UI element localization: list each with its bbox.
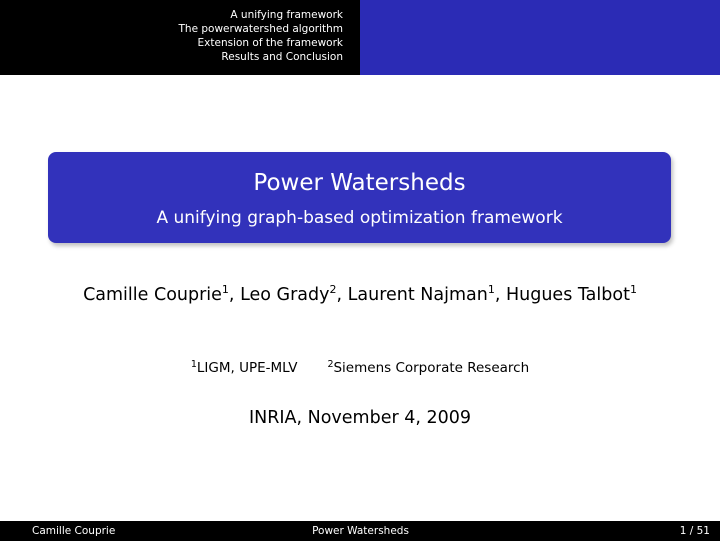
affiliation — [327, 358, 529, 378]
author-affiliation-mark: 1 — [487, 283, 495, 296]
author-affiliation-mark: 1 — [629, 283, 637, 296]
footer-bar — [0, 521, 720, 541]
affiliation-text: Siemens Corporate Research — [333, 360, 530, 376]
footer-author: Camille Couprie — [0, 521, 145, 541]
section-link-unifying-framework[interactable]: A unifying framework — [230, 9, 343, 21]
author-affiliation-mark: 2 — [329, 283, 337, 296]
presentation-title: Power Watersheds — [253, 170, 466, 196]
author-separator: , — [336, 285, 348, 305]
section-link-results[interactable]: Results and Conclusion — [221, 51, 343, 63]
title-block — [48, 152, 671, 243]
author-affiliation-mark: 1 — [221, 283, 229, 296]
affiliation — [191, 358, 298, 378]
subsection-navigation — [360, 0, 720, 75]
footer-title: Power Watersheds — [145, 521, 576, 541]
venue-date: INRIA, November 4, 2009 — [248, 408, 472, 428]
section-navigation — [0, 0, 360, 75]
section-list — [179, 8, 344, 64]
headline-bar — [0, 0, 720, 75]
section-link-powerwatershed-algorithm[interactable]: The powerwatershed algorithm — [178, 23, 343, 35]
section-link-extension[interactable]: Extension of the framework — [197, 37, 343, 49]
author-separator: , — [494, 285, 506, 305]
page-counter: 1 / 51 — [576, 521, 720, 541]
author-name: Laurent Najman — [347, 285, 488, 305]
affiliation-mark: 1 — [190, 359, 197, 370]
affiliation-text: LIGM, UPE-MLV — [196, 360, 298, 376]
author-list — [60, 282, 660, 308]
affiliation-list — [0, 358, 720, 378]
author-name: Camille Couprie — [83, 285, 222, 305]
author-separator: , — [228, 285, 241, 305]
author-name: Leo Grady — [240, 285, 330, 305]
author-name: Hugues Talbot — [505, 285, 630, 305]
presentation-subtitle: A unifying graph-based optimization framework — [156, 208, 563, 228]
affiliation-mark: 2 — [327, 359, 334, 370]
